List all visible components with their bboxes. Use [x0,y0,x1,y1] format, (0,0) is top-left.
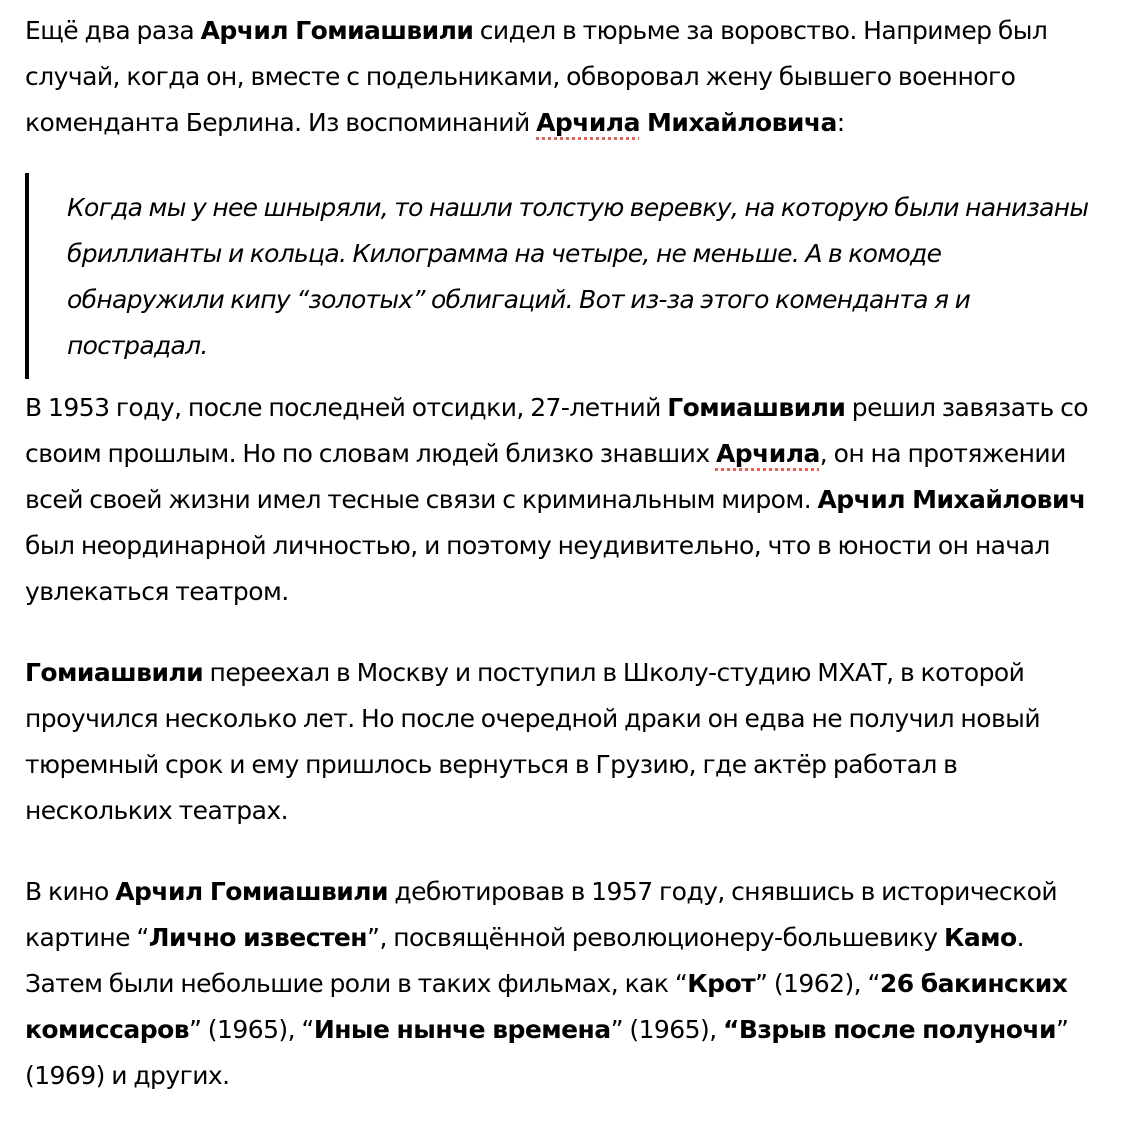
text: сидел в тюрьме за воровство. Например был случай, когда он, вместе с подельниками, обворовал жену бывшего военного коменданта Берлина. Из воспоминаний [25,16,1048,137]
quote-text: Когда мы у нее шныряли, то нашли толстую веревку, на которую были нанизаны бриллианты и кольца. Килограмма на четыре, не меньше. А в комоде обнаружили кипу “золотых” облигаций. Вот из-за этого коменданта я и пострадал. [67,193,1089,360]
text: ” (1965), “ [189,1015,314,1044]
text: . Затем были небольшие роли в таких фильмах, как “ [25,923,1025,998]
film-title: “Взрыв после полуночи [723,1015,1056,1044]
paragraph-gap [25,615,1090,650]
text: ”, посвящённой революционеру-большевику [367,923,944,952]
text: был неординарной личностью, и поэтому неудивительно, что в юности он начал увлекаться театром. [25,531,1050,606]
memoir-quote [25,173,1090,379]
text: ” (1965), [610,1015,724,1044]
bold-name: Арчил Михайлович [817,485,1086,514]
film-title: Лично известен [148,923,368,952]
bold-name: Арчил Гомиашвили [200,16,474,45]
bold-name: Гомиашвили [667,393,846,422]
paragraph-1953 [25,385,1090,615]
text: решил завязать со своим прошлым. Но по словам людей близко знавших [25,393,1089,468]
bold-name: Камо [943,923,1017,952]
text: ” (1969) и других. [25,1015,1069,1090]
bold-patronymic: Михайловича [639,108,837,137]
paragraph-moscow [25,650,1090,834]
bold-name-misspelled[interactable]: Арчила [536,108,640,137]
text: : [836,108,845,137]
paragraph-cinema [25,869,1090,1099]
bold-name: Арчил Гомиашвили [115,877,388,906]
paragraph-prison [25,8,1090,146]
text: ” (1962), “ [755,969,880,998]
text: В кино [25,877,116,906]
text: Ещё два раза [25,16,201,45]
film-title: Иные нынче времена [313,1015,611,1044]
text: дебютировав в 1957 году, снявшись в исторической картине “ [25,877,1058,952]
text: В 1953 году, после последней отсидки, 27-летний [25,393,668,422]
paragraph-gap [25,834,1090,869]
film-title: 26 бакинских комиссаров [25,969,1068,1044]
film-title: Крот [687,969,756,998]
bold-name-misspelled[interactable]: Арчила [715,439,820,468]
text: , он на протяжении всей своей жизни имел тесные связи с криминальным миром. [25,439,1066,514]
text: переехал в Москву и поступил в Школу-студию МХАТ, в которой проучился несколько лет. Но после очередной драки он едва не получил новый тюремный срок и ему пришлось вернуться в Грузию, где актёр работал в нескольких театрах. [25,658,1041,825]
bold-name: Гомиашвили [25,658,204,687]
